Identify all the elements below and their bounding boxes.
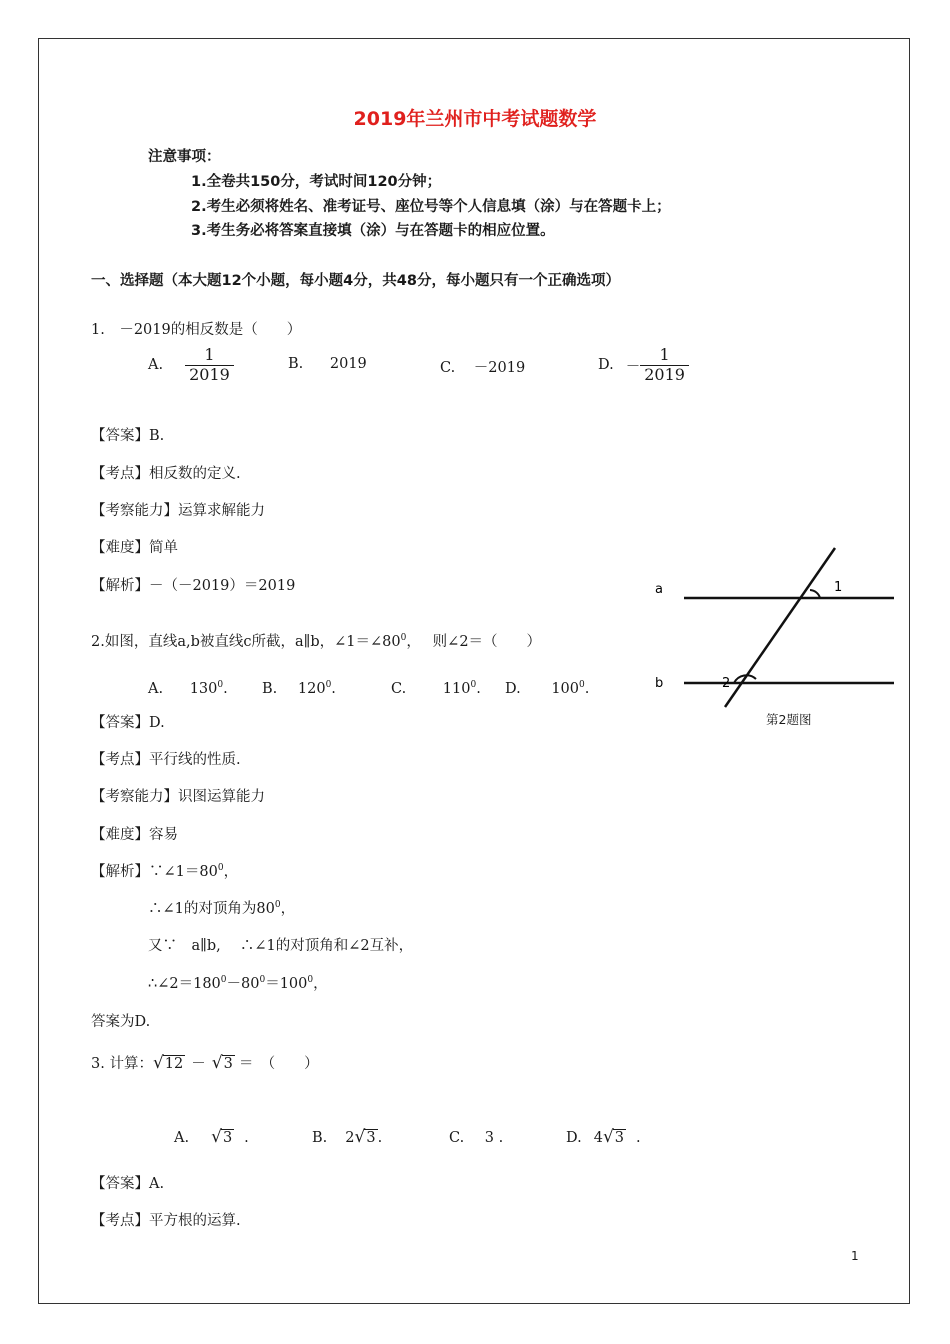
q2-c-degree: 0 bbox=[470, 680, 477, 690]
q1-point: 【考点】相反数的定义. bbox=[91, 466, 241, 482]
q3-radical-1: √12 bbox=[152, 1053, 184, 1073]
q2-step-2-a: ∴∠1的对顶角为80 bbox=[148, 901, 275, 917]
q1-d-sign: － bbox=[625, 358, 641, 375]
q2-step-2 bbox=[148, 897, 295, 918]
q2-analysis-a: 【解析】∵∠1＝80 bbox=[91, 864, 218, 880]
q2-b-dot: . bbox=[331, 680, 336, 697]
q3-option-d bbox=[566, 1127, 641, 1147]
q3-d-radical: √3 bbox=[602, 1127, 625, 1147]
q1-option-b bbox=[288, 356, 367, 372]
figure-angle-2: 2 bbox=[722, 676, 731, 691]
q1-b-label: B. bbox=[288, 356, 304, 372]
q2-a-dot: . bbox=[223, 680, 228, 697]
q2-difficulty: 【难度】容易 bbox=[91, 827, 178, 843]
q1-c-value: －2019 bbox=[473, 360, 526, 376]
q1-a-fraction bbox=[185, 346, 234, 384]
q2-d-value: 100 bbox=[551, 680, 580, 697]
q1-d-fraction bbox=[640, 346, 689, 384]
q2-step-4-deg-2: 0 bbox=[259, 975, 266, 986]
q2-step-4-d: ， bbox=[313, 976, 328, 992]
q3-b-label: B. bbox=[312, 1130, 328, 1146]
q2-b-degree: 0 bbox=[325, 680, 332, 690]
q3-a-label: A. bbox=[174, 1130, 190, 1146]
q3-d-label: D. bbox=[566, 1130, 582, 1146]
q2-stem-a: 2.如图，直线a,b被直线c所截，a∥b，∠1＝∠80 bbox=[91, 634, 401, 650]
q3-d-radicand: 3 bbox=[614, 1130, 625, 1146]
notice-item-3: 3.考生务必将答案直接填（涂）与在答题卡的相应位置。 bbox=[191, 223, 555, 239]
q1-difficulty: 【难度】简单 bbox=[91, 540, 178, 556]
q2-a-degree: 0 bbox=[217, 680, 224, 690]
q2-figure bbox=[640, 545, 908, 715]
q3-equals: ＝ （ ） bbox=[238, 1056, 319, 1072]
q3-stem bbox=[91, 1052, 319, 1073]
q3-c-value: 3 . bbox=[484, 1130, 504, 1146]
q3-b-end: . bbox=[377, 1130, 383, 1146]
q2-stem bbox=[91, 630, 541, 651]
page-title: 2019年兰州市中考试题数学 bbox=[353, 108, 597, 130]
q3-b-radical: √3 bbox=[354, 1127, 376, 1147]
q3-radicand-1: 12 bbox=[164, 1056, 184, 1072]
q2-c-value: 110 bbox=[442, 680, 471, 697]
q2-a-label: A. bbox=[148, 680, 164, 697]
q2-stem-b: ， 则∠2＝（ ） bbox=[406, 634, 542, 650]
q2-analysis-b: ， bbox=[223, 864, 239, 880]
q1-a-numerator: 1 bbox=[204, 345, 215, 365]
q3-option-c bbox=[449, 1130, 503, 1146]
q2-b-value: 120 bbox=[297, 680, 326, 697]
q2-c-label: C. bbox=[391, 680, 407, 697]
q3-d-coefficient: 4 bbox=[593, 1130, 603, 1146]
figure-label-b: b bbox=[655, 676, 664, 691]
q2-d-label: D. bbox=[505, 680, 521, 697]
q2-option-d bbox=[505, 680, 589, 697]
q2-step-4-c: ＝100 bbox=[265, 976, 308, 992]
q2-step-4-b: －80 bbox=[226, 976, 260, 992]
q2-option-a bbox=[148, 680, 228, 697]
q2-stem-degree: 0 bbox=[400, 633, 407, 644]
q1-d-numerator: 1 bbox=[659, 345, 670, 365]
q1-analysis: 【解析】－（－2019）＝2019 bbox=[91, 578, 296, 594]
q3-answer: 【答案】A. bbox=[91, 1176, 165, 1192]
notice-item-2: 2.考生必须将姓名、准考证号、座位号等个人信息填（涂）与在答题卡上； bbox=[191, 199, 671, 215]
notice-item-1: 1.全卷共150分，考试时间120分钟； bbox=[191, 174, 442, 190]
page-number: 1 bbox=[851, 1249, 859, 1263]
q3-a-end: . bbox=[244, 1130, 249, 1146]
q3-option-b bbox=[312, 1127, 382, 1147]
q3-b-coefficient: 2 bbox=[345, 1130, 355, 1146]
q2-b-label: B. bbox=[262, 680, 278, 697]
q2-answer: 【答案】D. bbox=[91, 715, 165, 731]
q2-option-b bbox=[262, 680, 336, 697]
q3-radicand-2: 3 bbox=[223, 1056, 233, 1072]
q3-option-a bbox=[174, 1127, 249, 1147]
q2-figure-caption: 第2题图 bbox=[766, 712, 812, 727]
q3-point: 【考点】平方根的运算. bbox=[91, 1213, 241, 1229]
q3-radical-2: √3 bbox=[211, 1053, 233, 1073]
q3-a-radical: √3 bbox=[211, 1127, 233, 1147]
q1-answer: 【答案】B. bbox=[91, 428, 165, 444]
notice-heading: 注意事项： bbox=[148, 149, 221, 165]
q2-analysis-degree: 0 bbox=[217, 863, 224, 874]
q2-step-4 bbox=[148, 972, 328, 993]
q1-c-label: C. bbox=[440, 360, 456, 376]
q3-stem-text: 3. 计算： bbox=[91, 1056, 153, 1072]
q2-analysis bbox=[91, 860, 238, 881]
q1-a-denominator: 2019 bbox=[185, 365, 234, 384]
figure-label-a: a bbox=[655, 582, 663, 597]
q3-b-radicand: 3 bbox=[366, 1130, 376, 1146]
q1-stem: 1. －2019的相反数是（ ） bbox=[91, 322, 302, 338]
section-heading: 一、选择题（本大题12个小题，每小题4分，共48分，每小题只有一个正确选项） bbox=[91, 273, 620, 289]
q2-d-dot: . bbox=[584, 680, 590, 697]
q2-step-4-deg-1: 0 bbox=[220, 975, 227, 986]
q3-a-radicand: 3 bbox=[222, 1130, 233, 1146]
q2-step-4-a: ∴∠2＝180 bbox=[148, 976, 221, 992]
q1-d-label: D. bbox=[598, 357, 614, 373]
q1-ability: 【考察能力】运算求解能力 bbox=[91, 503, 265, 519]
figure-angle-1: 1 bbox=[834, 580, 843, 595]
q2-a-value: 130 bbox=[189, 680, 218, 697]
q3-c-label: C. bbox=[449, 1130, 465, 1146]
q2-option-c bbox=[391, 680, 481, 697]
q2-step-3: 又∵ a∥b, ∴∠1的对顶角和∠2互补， bbox=[148, 938, 414, 954]
q2-ability: 【考察能力】识图运算能力 bbox=[91, 789, 265, 805]
q1-d-denominator: 2019 bbox=[640, 365, 689, 384]
q2-conclusion: 答案为D. bbox=[91, 1014, 151, 1030]
q2-c-dot: . bbox=[476, 680, 481, 697]
q3-d-end: . bbox=[636, 1130, 641, 1146]
q2-step-2-b: ， bbox=[280, 901, 296, 917]
q1-b-value: 2019 bbox=[329, 356, 367, 372]
q2-d-degree: 0 bbox=[579, 680, 585, 690]
q2-step-2-degree: 0 bbox=[274, 900, 281, 911]
q2-point: 【考点】平行线的性质. bbox=[91, 752, 241, 768]
q2-step-4-deg-3: 0 bbox=[307, 975, 314, 986]
q1-a-label: A. bbox=[148, 357, 164, 373]
q1-option-a bbox=[148, 342, 234, 388]
q1-option-d bbox=[598, 342, 689, 388]
q1-option-c bbox=[440, 356, 525, 377]
q3-minus: － bbox=[191, 1056, 206, 1072]
